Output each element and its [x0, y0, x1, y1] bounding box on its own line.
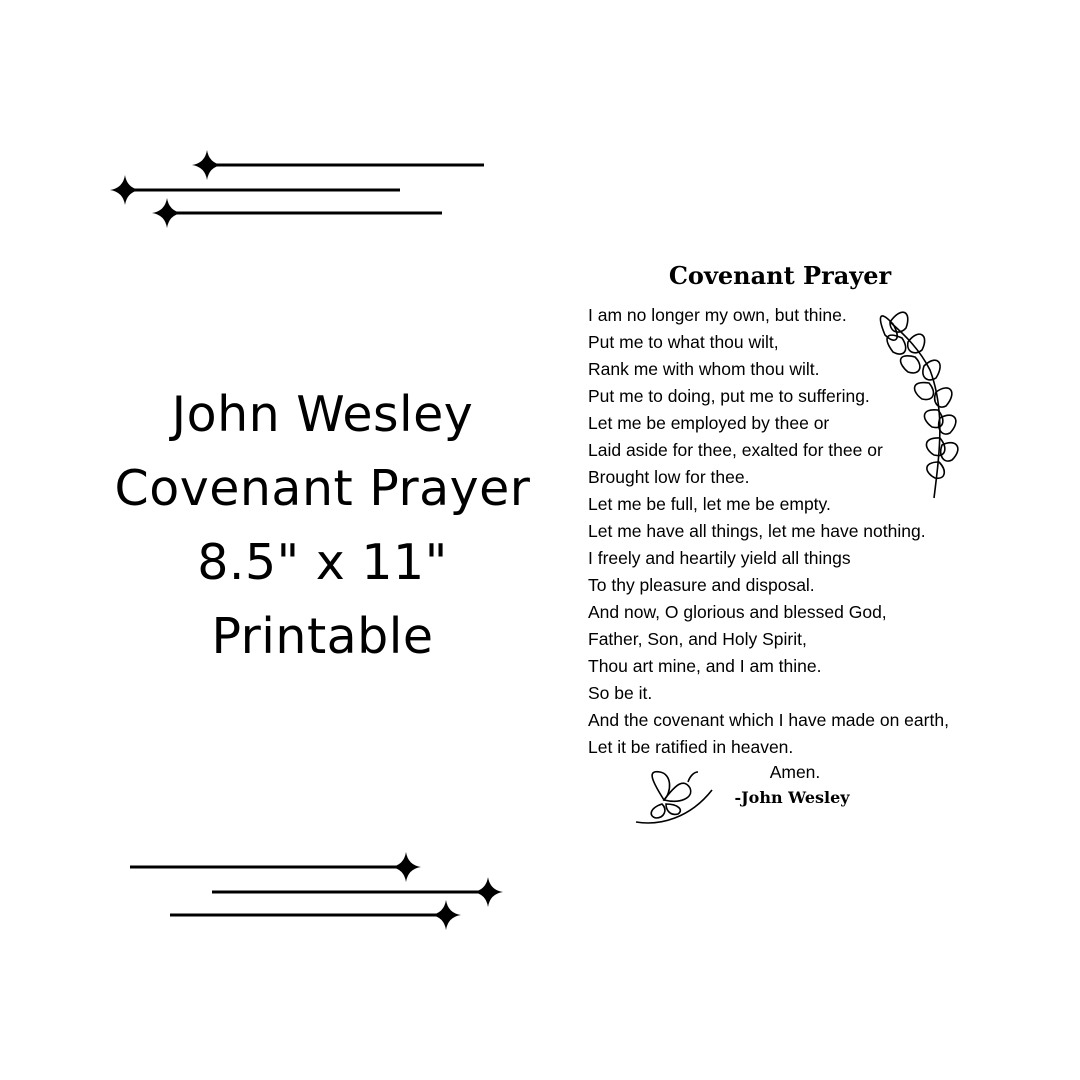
title-line-format: Printable — [211, 608, 434, 665]
prayer-line: I am no longer my own, but thine. — [588, 305, 847, 325]
prayer-line: Let me be employed by thee or — [588, 413, 830, 433]
top-sparkle-lines-icon — [110, 150, 484, 228]
prayer-text — [588, 302, 949, 761]
title-line-name: Covenant Prayer — [114, 460, 531, 517]
prayer-line: And now, O glorious and blessed God, — [588, 602, 887, 622]
prayer-line: So be it. — [588, 683, 653, 703]
prayer-line: Father, Son, and Holy Spirit, — [588, 629, 807, 649]
listing-title — [100, 378, 545, 674]
prayer-line: I freely and heartily yield all things — [588, 548, 851, 568]
prayer-line: Rank me with whom thou wilt. — [588, 359, 820, 379]
butterfly-icon — [636, 772, 712, 823]
prayer-line: To thy pleasure and disposal. — [588, 575, 815, 595]
prayer-line: Thou art mine, and I am thine. — [588, 656, 822, 676]
prayer-line: Laid aside for thee, exalted for thee or — [588, 440, 883, 460]
prayer-line: Put me to what thou wilt, — [588, 332, 779, 352]
prayer-line: Put me to doing, put me to suffering. — [588, 386, 870, 406]
prayer-author: -John Wesley — [734, 788, 850, 807]
prayer-line: Let me have all things, let me have nothing. — [588, 521, 926, 541]
title-line-size: 8.5" x 11" — [197, 534, 448, 591]
prayer-line: And the covenant which I have made on earth, — [588, 710, 949, 730]
bottom-sparkle-lines-icon — [130, 852, 503, 930]
prayer-line: Brought low for thee. — [588, 467, 750, 487]
prayer-heading: Covenant Prayer — [668, 261, 892, 290]
prayer-line: Let me be full, let me be empty. — [588, 494, 831, 514]
title-line-author: John Wesley — [171, 386, 474, 443]
prayer-closing: Amen. — [769, 762, 821, 782]
prayer-line: Let it be ratified in heaven. — [588, 737, 794, 757]
